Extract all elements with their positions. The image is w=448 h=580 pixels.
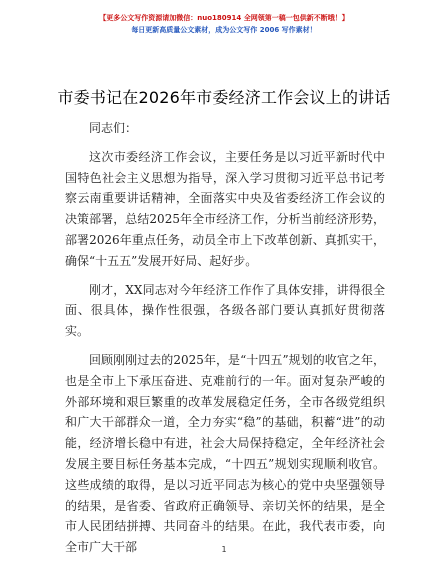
promo-banner-line-2: 每日更新高质量公文素材，成为公文写作 2006 写作素材！	[131, 26, 317, 34]
page-number: 1	[221, 545, 227, 554]
salutation: 同志们：	[89, 121, 138, 135]
paragraph-3: 回顾刚刚过去的2025年，是“十四五”规划的收官之年，也是全市上下承压奋进、克难前行的一年。面对复杂严峻的外部环境和艰巨繁重的改革发展稳定任务，全市各级党组织和广大干部群众一道，全力夯实“稳”的基础，积蓄“进”的动能，经济增长稳中有进，社会大局保持稳定，全年经济社会发展主要目标任务基本完成，“十四五”规划实现顺利收官。这些成绩的取得，是以习近平同志为核心的党中央坚强领导的结果，是省委、省政府正确领导、亲切关怀的结果，是全市人民团结拼搏、共同奋斗的结果。在此，我代表市委，向全市广大干部	[65, 352, 385, 555]
paragraph-1: 这次市委经济工作会议，主要任务是以习近平新时代中国特色社会主义思想为指导，深入学习贯彻习近平总书记考察云南重要讲话精神，全面落实中央及省委经济工作会议的决策部署，总结2025年全市经济工作，分析当前经济形势，部署2026年重点任务，动员全市上下改革创新、真抓实干，确保“十五五”发展开好局、起好步。	[65, 149, 385, 268]
document-body	[65, 118, 385, 558]
promo-banner-line-1: 【更多公文写作资源请加微信：nuo180914 全网领第一稿一包供新不断哦！】	[99, 14, 349, 22]
document-title: 市委书记在2026年市委经济工作会议上的讲话	[57, 88, 391, 107]
paragraph-2: 刚才，XX同志对今年经济工作作了具体安排，讲得很全面、很具体，操作性很强，各级各部门要认真抓好贯彻落实。	[65, 282, 385, 339]
